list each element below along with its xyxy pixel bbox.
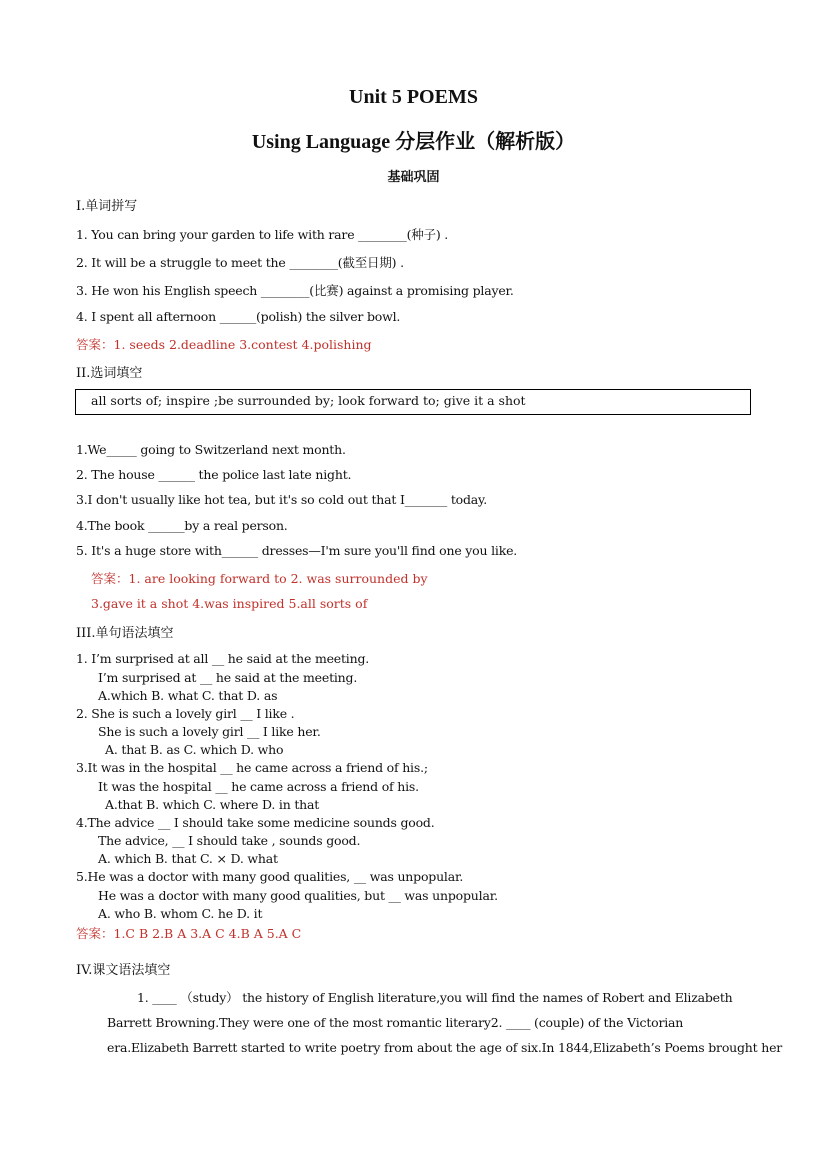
section-heading-spelling: I.单词拼写 xyxy=(76,199,138,214)
question-line: It was the hospital __ he came across a friend of his. xyxy=(98,779,419,794)
question-line: 1. You can bring your garden to life with rare ________(种子) . xyxy=(76,227,449,242)
question-line: 3.It was in the hospital __ he came across a friend of his.; xyxy=(76,760,428,775)
word-bank-text: all sorts of; inspire ;be surrounded by; look forward to; give it a shot xyxy=(91,393,526,408)
answer-line: 答案：1. seeds 2.deadline 3.contest 4.polishing xyxy=(76,337,372,352)
question-line: 5.He was a doctor with many good qualities, __ was unpopular. xyxy=(76,869,464,884)
section-heading-grammar: III.单句语法填空 xyxy=(76,626,174,641)
question-line: 1. I’m surprised at all __ he said at the meeting. xyxy=(76,651,370,666)
word-bank-box xyxy=(75,389,751,415)
page-title: Unit 5 POEMS xyxy=(349,86,478,108)
option-line: A. which B. that C. × D. what xyxy=(98,851,278,866)
answer-line: 答案：1. are looking forward to 2. was surrounded by xyxy=(91,571,428,586)
question-line: 3. He won his English speech ________(比赛) against a promising player. xyxy=(76,283,514,298)
option-line: A. that B. as C. which D. who xyxy=(105,742,284,757)
section-group-title: 基础巩固 xyxy=(387,170,440,185)
question-line: The advice, __ I should take , sounds good. xyxy=(98,833,361,848)
option-line: A.which B. what C. that D. as xyxy=(98,688,278,703)
answer-line: 3.gave it a shot 4.was inspired 5.all sorts of xyxy=(91,596,368,611)
section-heading-word-choice: II.选词填空 xyxy=(76,366,143,381)
question-line: He was a doctor with many good qualities, but __ was unpopular. xyxy=(98,888,498,903)
question-line: 2. It will be a struggle to meet the ________(截至日期) . xyxy=(76,255,404,270)
question-line: 2. She is such a lovely girl __ I like . xyxy=(76,706,295,721)
question-line: She is such a lovely girl __ I like her. xyxy=(98,724,321,739)
page-subtitle: Using Language 分层作业（解析版） xyxy=(251,131,576,153)
option-line: A. who B. whom C. he D. it xyxy=(98,906,263,921)
option-line: A.that B. which C. where D. in that xyxy=(105,797,320,812)
passage-line: 1. ____ （study） the history of English literature,you will find the names of Robert and Elizabeth xyxy=(137,990,733,1005)
answer-line: 答案：1.C B 2.B A 3.A C 4.B A 5.A C xyxy=(76,926,302,941)
question-line: 1.We_____ going to Switzerland next month. xyxy=(76,442,346,457)
question-line: 4.The book ______by a real person. xyxy=(76,518,288,533)
question-line: 3.I don't usually like hot tea, but it's so cold out that I_______ today. xyxy=(76,492,488,507)
question-line: 5. It's a huge store with______ dresses—I'm sure you'll find one you like. xyxy=(76,543,518,558)
question-line: I’m surprised at __ he said at the meeting. xyxy=(98,670,358,685)
question-line: 4. I spent all afternoon ______(polish) the silver bowl. xyxy=(76,309,401,324)
passage-line: Barrett Browning.They were one of the most romantic literary2. ____ (couple) of the Victorian xyxy=(107,1015,684,1030)
question-line: 4.The advice __ I should take some medicine sounds good. xyxy=(76,815,435,830)
passage-line: era.Elizabeth Barrett started to write poetry from about the age of six.In 1844,Elizabeth’s Poems brought her xyxy=(107,1040,783,1055)
question-line: 2. The house ______ the police last late night. xyxy=(76,467,352,482)
section-heading-text-grammar: IV.课文语法填空 xyxy=(76,963,171,978)
